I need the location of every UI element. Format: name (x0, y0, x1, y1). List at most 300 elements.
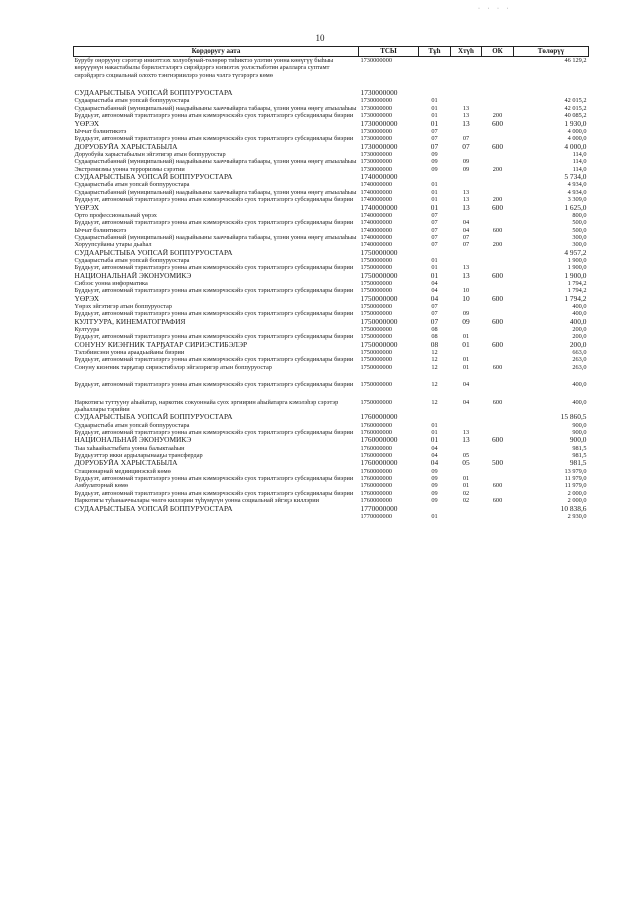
row-expense-type (482, 97, 514, 104)
row-name: СУДААРЫСТЫБА УОПСАЙ БОППУРУОСТАРА (74, 173, 233, 182)
row-code: 1760000000 (360, 413, 398, 422)
row-name: ДОРУОБУЙА ХАРЫСТАБЫЛА (74, 459, 178, 468)
row-expense-type: 600 (492, 398, 503, 406)
row-amount: 1 900,0 (567, 256, 587, 264)
table-row (74, 413, 589, 421)
row-amount: 263,0 (572, 356, 587, 364)
row-code: 1760000000 (360, 459, 398, 468)
row-section: 08 (431, 325, 438, 333)
row-name: Хоруупсуйаны утары дьаһал (74, 241, 152, 249)
row-amount: 981,5 (572, 452, 587, 460)
row-amount: 1 794,2 (567, 287, 587, 295)
row-code: 1760000000 (360, 497, 392, 505)
row-code: 1750000000 (360, 294, 398, 303)
row-expense-type (482, 128, 514, 135)
table-row (74, 497, 589, 504)
table-row (74, 445, 589, 452)
row-amount: 15 860,5 (560, 413, 587, 422)
row-amount: 10 838,6 (560, 504, 587, 513)
row-amount: 4 000,0 (567, 135, 587, 143)
row-expense-type (482, 356, 514, 363)
row-subsection (451, 413, 482, 421)
row-code: 1760000000 (360, 482, 392, 490)
row-code: 1730000000 (360, 104, 392, 112)
row-name: НАЦИОНАЛЬНАЙ ЭКОНУОМИКЭ (74, 436, 192, 445)
row-amount: 2 000,0 (567, 489, 587, 497)
row-amount: 400,0 (572, 381, 587, 389)
row-subsection: 04 (462, 398, 470, 406)
row-expense-type (482, 303, 514, 310)
row-amount: 400,0 (572, 302, 587, 310)
row-amount: 1 794,2 (564, 294, 587, 303)
row-subsection: 02 (462, 497, 470, 505)
row-name: Тыа хаһаайыстыбата уонна балыктааһын (74, 444, 185, 452)
table-row (74, 303, 589, 310)
table-row (74, 356, 589, 363)
table-row (74, 318, 589, 326)
row-name: Бүддьуэт, автономнай тэрилтэлэргэ уонна атын кэммэрчэскэйэ суох тэрилтэлэргэ субсидиялары биэрии (74, 356, 354, 364)
row-subsection (451, 505, 482, 513)
row-name: Наркотигы туһанааччылары чөлгө киллэрии түһүмүгүн уонна социальнай эйгэҕэ киллэрии (74, 497, 319, 505)
row-name: Судаарыстыбаннай (муниципальнай) наадыйыыны хааччыйарга табаары, үлэни уонна өңөгү атыылаһыы (74, 188, 357, 196)
row-subsection: 10 (462, 294, 470, 303)
row-amount: 400,0 (572, 398, 587, 406)
row-amount: 4 934,0 (567, 181, 587, 189)
row-subsection: 09 (462, 165, 470, 173)
row-subsection (451, 257, 482, 264)
row-name: Бүддьуэт, автономнай тэрилтэлэргэ уонна атын кэммэрчэскэйэ суох тэрилтэлэргэ субсидиялары биэрии (74, 310, 354, 318)
row-subsection: 04 (462, 219, 470, 227)
row-amount: 4 000,0 (564, 142, 587, 151)
row-amount: 400,0 (572, 310, 587, 318)
row-subsection: 05 (462, 459, 470, 468)
table-row (74, 452, 589, 459)
row-section: 01 (430, 203, 439, 212)
row-subsection (451, 303, 482, 310)
row-name: Судаарыстыбаннай (муниципальнай) наадыйыыны хааччыйарга табаары, үлэни уонна өңөгү атыылаһыы (74, 104, 357, 112)
row-expense-type (482, 105, 514, 112)
row-code: 1770000000 (360, 512, 392, 520)
row-code: 1750000000 (360, 325, 392, 333)
row-expense-type (482, 310, 514, 317)
row-name: Судаарыстыбаннай (муниципальнай) наадыйыыны хааччыйарга табаары, үлэни уонна өңөгү атыылаһыы (74, 233, 357, 241)
table-row (74, 482, 589, 489)
table-row (74, 459, 589, 467)
row-expense-type: 600 (492, 363, 503, 371)
row-code: 1760000000 (360, 444, 392, 452)
row-name: ҮӨРЭХ (74, 294, 100, 303)
row-code: 1750000000 (360, 302, 392, 310)
table-row (74, 310, 589, 317)
table-row (74, 128, 589, 135)
row-name: ҮӨРЭХ (74, 203, 100, 212)
table-row (74, 105, 589, 112)
row-amount: 500,0 (572, 219, 587, 227)
row-expense-type (482, 287, 514, 294)
row-section (419, 57, 451, 80)
row-section: 04 (431, 452, 438, 460)
row-name: Үөрэх эйгэтигэр атын боппуруостар (74, 302, 172, 310)
row-name: СУДААРЫСТЫБА УОПСАЙ БОППУРУОСТАРА (74, 88, 233, 98)
row-expense-type (482, 189, 514, 196)
row-expense-type: 600 (491, 340, 504, 349)
row-name (74, 513, 359, 520)
row-amount: 114,0 (572, 150, 587, 158)
row-code: 1750000000 (360, 271, 398, 280)
row-subsection (451, 173, 482, 181)
row-code: 1760000000 (360, 452, 392, 460)
row-amount: 13 979,0 (564, 467, 587, 475)
row-subsection: 01 (462, 482, 470, 490)
row-name: Култуура (74, 325, 100, 333)
row-expense-type: 600 (492, 226, 503, 234)
row-code: 1760000000 (360, 475, 392, 483)
row-section: 07 (431, 127, 438, 135)
row-name: Бүддьуэт, автономнай тэрилтэлэргэ уонна атын кэммэрчэскэйэ суох тэрилтэлэргэ субсидиялары биэрии (74, 112, 354, 120)
row-subsection: 07 (462, 142, 470, 151)
table-row (74, 234, 589, 241)
row-amount: 900,0 (572, 429, 587, 437)
corner-marks: · · · · (478, 6, 512, 12)
row-expense-type (482, 475, 514, 482)
row-section: 01 (431, 188, 438, 196)
row-name: Бүддьуэт, автономнай тэрилтэлэргэ уонна атын кэммэрчэскэйэ суох тэрилтэлэргэ субсидиялары биэрии (74, 333, 354, 341)
row-name: Экстремизмы уонна терроризмы сэрэтии (74, 165, 185, 173)
row-section (419, 413, 451, 421)
table-row (74, 280, 589, 287)
row-code: 1740000000 (360, 181, 392, 189)
row-name: Наркотигы туттууну аһыйатар, наркотик сокуоннайа суох эргиирин аһыйатарга кэмэлэһэр сэрэтэр дьаһаллары тэрийии (74, 398, 339, 414)
row-subsection (451, 151, 482, 158)
row-name: Бүддьуэттэр икки ардыларынааҕы трансфердар (74, 452, 203, 460)
row-subsection: 09 (462, 317, 470, 326)
row-section: 07 (430, 142, 439, 151)
row-subsection: 05 (462, 452, 470, 460)
row-code: 1750000000 (360, 310, 392, 318)
row-subsection (451, 280, 482, 287)
row-code: 1750000000 (360, 333, 392, 341)
row-expense-type (482, 135, 514, 142)
row-amount: 200,0 (572, 325, 587, 333)
row-code: 1730000000 (360, 165, 392, 173)
row-expense-type (482, 158, 514, 165)
row-amount: 42 015,2 (564, 104, 587, 112)
row-section: 01 (430, 436, 439, 445)
row-subsection (451, 79, 482, 97)
row-section: 04 (431, 287, 438, 295)
row-expense-type (482, 173, 514, 181)
row-code: 1750000000 (360, 317, 398, 326)
row-name: Судаарыстыба атын уопсай боппуруостара (74, 181, 190, 189)
row-subsection: 13 (462, 271, 470, 280)
row-subsection: 02 (462, 489, 470, 497)
row-amount: 3 309,0 (567, 196, 587, 204)
row-section (419, 79, 451, 97)
table-row (74, 97, 589, 104)
row-code: 1750000000 (360, 349, 392, 356)
table-row (74, 287, 589, 294)
row-expense-type: 500 (491, 459, 504, 468)
row-section: 01 (431, 196, 438, 204)
row-name: Бүддьуэт, автономнай тэрилтэлэргэ уонна атын кэммэрчэскэйэ суох тэрилтэлэргэ субсидиялары биэрии (74, 219, 354, 227)
row-expense-type (482, 234, 514, 241)
row-section: 12 (431, 363, 438, 371)
header-name: Кордоругу аата (74, 47, 359, 57)
row-code: 1730000000 (360, 88, 398, 98)
row-name: Сибээс уонна информатика (74, 279, 148, 287)
row-amount: 500,0 (572, 226, 587, 234)
row-subsection (451, 212, 482, 219)
header-expense-type: ОК (482, 47, 514, 57)
row-subsection: 04 (462, 226, 470, 234)
row-section: 01 (431, 512, 438, 520)
row-name: КУЛТУУРА, КИНЕМАТОГРАФИЯ (74, 317, 186, 326)
row-amount: 981,5 (572, 444, 587, 452)
row-code: 1730000000 (360, 119, 398, 128)
row-name: Амбулаторнай көмө (74, 482, 129, 490)
row-amount: 1 794,2 (567, 279, 587, 287)
row-expense-type (482, 212, 514, 219)
row-amount: 11 979,0 (564, 475, 587, 483)
row-section: 08 (431, 333, 438, 341)
table-row (74, 389, 589, 414)
row-expense-type (482, 349, 514, 356)
table-row (74, 204, 589, 212)
row-expense-type (482, 468, 514, 475)
row-section: 01 (430, 119, 439, 128)
row-subsection: 13 (462, 188, 470, 196)
table-row (74, 513, 589, 520)
row-section: 07 (431, 135, 438, 143)
row-name: Ыччат бэлиитикэтэ (74, 226, 127, 234)
row-section: 09 (431, 467, 438, 475)
row-code: 1730000000 (360, 158, 392, 166)
row-subsection: 01 (462, 340, 470, 349)
row-name: Бурубу оңорууну сэрэтэр иниэттээх холуобунай-төлөрөр тиһиктээ улэтин уонна көнүгүү быһыы көрүүүнүн накастабылы бэрилэстэлэргэ сирэйдэргэ нэпиэтэх уолэстыбэтин аралларга суптамт сирэйдэргэ социальнай олохто тэнгнэриилэрэ уонна чэлгэ түгэрэргэ көмө (74, 57, 334, 79)
table-row (74, 272, 589, 280)
row-expense-type (482, 333, 514, 340)
row-section: 07 (431, 233, 438, 241)
row-expense-type (482, 280, 514, 287)
table-row (74, 196, 589, 203)
row-name: СОНУНУ КИЭҤНИК ТАРҔАТАР СИРИЭСТИБЭЛЭР (74, 340, 248, 349)
row-subsection: 01 (462, 363, 470, 371)
row-code: 1730000000 (360, 135, 392, 143)
table-row (74, 112, 589, 119)
row-expense-type: 600 (492, 497, 503, 505)
table-row (74, 341, 589, 349)
row-code: 1750000000 (360, 381, 392, 389)
row-amount: 4 957,2 (564, 248, 587, 257)
row-code: 1730000000 (360, 57, 392, 64)
table-row (74, 241, 589, 248)
row-expense-type (482, 181, 514, 188)
table-row (74, 120, 589, 128)
row-amount: 300,0 (572, 241, 587, 249)
row-name: Бүддьуэт, автономнай тэрилтэлэргэ уонна атын кэммэрчэскэйэ суох тэрилтэлэргэ субсидиялары биэрии (74, 429, 354, 437)
row-section (419, 505, 451, 513)
row-name: Бүддьуэт, автономнай тэрилтэлэргэ уонна атын кэммэрчэскэйэ суох тэрилтэлэргэ субсидиялары биэрии (74, 381, 354, 389)
table-row (74, 295, 589, 303)
row-amount: 900,0 (569, 436, 587, 445)
row-code: 1740000000 (360, 188, 392, 196)
row-code: 1760000000 (360, 489, 392, 497)
row-expense-type: 600 (492, 482, 503, 490)
row-subsection: 13 (462, 429, 470, 437)
row-section: 12 (431, 356, 438, 364)
row-code: 1750000000 (360, 279, 392, 287)
row-section: 09 (431, 165, 438, 173)
row-expense-type (482, 445, 514, 452)
table-row (74, 135, 589, 142)
row-expense-type (482, 422, 514, 429)
header-section: Тұh (419, 47, 451, 57)
row-expense-type (482, 151, 514, 158)
row-subsection: 07 (462, 135, 470, 143)
table-row (74, 219, 589, 226)
row-expense-type (482, 264, 514, 271)
row-section: 04 (431, 444, 438, 452)
row-expense-type: 600 (491, 294, 504, 303)
table-row (74, 143, 589, 151)
header-code: ТСЫ (359, 47, 419, 57)
budget-table-sheet (73, 46, 588, 520)
row-name: СУДААРЫСТЫБА УОПСАЙ БОППУРУОСТАРА (74, 248, 233, 257)
row-code: 1750000000 (360, 398, 392, 406)
table-header (74, 47, 589, 57)
row-subsection (451, 349, 482, 356)
row-name: СУДААРЫСТЫБА УОПСАЙ БОППУРУОСТАРА (74, 413, 233, 422)
row-name: Бүддьуэт, автономнай тэрилтэлэргэ уонна атын кэммэрчэскэйэ суох тэрилтэлэргэ субсидиялары биэрии (74, 264, 354, 272)
row-amount: 300,0 (572, 233, 587, 241)
row-code: 1740000000 (360, 241, 392, 249)
table-row (74, 505, 589, 513)
row-amount: 46 129,2 (564, 57, 587, 64)
row-code: 1750000000 (360, 287, 392, 295)
table-row (74, 249, 589, 257)
row-amount: 114,0 (572, 158, 587, 166)
table-row (74, 257, 589, 264)
row-expense-type: 600 (491, 119, 504, 128)
row-amount: 263,0 (572, 363, 587, 371)
row-code: 1740000000 (360, 219, 392, 227)
row-section: 01 (431, 104, 438, 112)
row-expense-type: 200 (492, 241, 503, 249)
row-amount: 1 900,0 (567, 264, 587, 272)
row-name: Сонуну киэҥник тарҕатар сириэстибэлэр эйгэлэригэр атын боппуруостар (74, 363, 272, 371)
row-expense-type: 200 (492, 196, 503, 204)
row-section: 01 (431, 264, 438, 272)
row-code: 1750000000 (360, 256, 392, 264)
row-name: Судаарыстыба атын уопсай боппуруостара (74, 97, 190, 105)
row-amount: 1 930,0 (564, 119, 587, 128)
table-row (74, 436, 589, 444)
row-section: 07 (431, 241, 438, 249)
row-subsection: 10 (462, 287, 470, 295)
row-amount: 1 900,0 (564, 271, 587, 280)
row-section: 12 (431, 398, 438, 406)
row-code: 1750000000 (360, 363, 392, 371)
row-expense-type (482, 79, 514, 97)
row-amount: 800,0 (572, 211, 587, 219)
row-code: 1760000000 (360, 421, 392, 429)
row-subsection (451, 422, 482, 429)
row-amount: 2 930,0 (567, 512, 587, 520)
row-subsection: 13 (462, 196, 470, 204)
row-expense-type (482, 452, 514, 459)
table-row (74, 212, 589, 219)
row-name: Ыччат бэлиитикэтэ (74, 127, 127, 135)
row-section: 01 (431, 181, 438, 189)
row-subsection: 13 (462, 264, 470, 272)
row-section (419, 173, 451, 181)
row-subsection (451, 181, 482, 188)
row-expense-type (482, 326, 514, 333)
table-row (74, 333, 589, 340)
row-code: 1760000000 (360, 467, 392, 475)
row-section: 04 (430, 459, 439, 468)
table-row (74, 364, 589, 371)
row-section: 12 (431, 349, 438, 356)
row-name: Бүддьуэт, автономнай тэрилтэлэргэ уонна атын кэммэрчэскэйэ суох тэрилтэлэргэ субсидиялары биэрии (74, 287, 354, 295)
table-body (74, 57, 589, 521)
row-code: 1730000000 (360, 150, 392, 158)
row-expense-type: 600 (491, 436, 504, 445)
table-row (74, 468, 589, 475)
row-section: 09 (431, 150, 438, 158)
row-amount: 200,0 (569, 340, 587, 349)
row-expense-type (482, 219, 514, 226)
row-code: 1750000000 (360, 340, 398, 349)
table-row (74, 475, 589, 482)
row-name: Бүддьуэт, автономнай тэрилтэлэргэ уонна атын кэммэрчэскэйэ суох тэрилтэлэргэ субсидиялары биэрии (74, 489, 354, 497)
table-row (74, 227, 589, 234)
row-name: СУДААРЫСТЫБА УОПСАЙ БОППУРУОСТАРА (74, 504, 233, 513)
row-amount (514, 79, 589, 97)
row-subsection: 01 (462, 356, 470, 364)
row-subsection: 13 (462, 203, 470, 212)
row-subsection: 09 (462, 158, 470, 166)
table-row (74, 79, 589, 97)
row-expense-type (482, 490, 514, 497)
row-amount: 5 734,0 (564, 173, 587, 182)
table-row (74, 158, 589, 165)
row-name: Доруобуйа харыстабылын эйгэтигэр атын боппуруостар (74, 150, 226, 158)
row-code: 1740000000 (360, 233, 392, 241)
row-section: 09 (431, 489, 438, 497)
row-section: 01 (431, 256, 438, 264)
row-name: Тэлэбиисэни уонна араадьыйаны биэрии (74, 349, 185, 356)
row-section: 04 (431, 279, 438, 287)
row-amount: 400,0 (569, 317, 587, 326)
row-amount: 42 015,2 (564, 97, 587, 105)
row-amount: 40 085,2 (564, 112, 587, 120)
row-code: 1730000000 (360, 142, 398, 151)
row-name: НАЦИОНАЛЬНАЙ ЭКОНУОМИКЭ (74, 271, 192, 280)
row-code: 1730000000 (360, 112, 392, 120)
row-code: 1760000000 (360, 436, 398, 445)
row-section: 07 (431, 211, 438, 219)
row-name: ҮӨРЭХ (74, 119, 100, 128)
row-name: Стационарнай медиицинэскэй көмө (74, 467, 171, 475)
row-section: 04 (430, 294, 439, 303)
row-amount: 11 979,0 (564, 482, 587, 490)
row-subsection (451, 249, 482, 257)
budget-table (73, 46, 589, 520)
row-subsection: 13 (462, 119, 470, 128)
header-subsection: Хтүh (451, 47, 482, 57)
row-subsection: 07 (462, 241, 470, 249)
